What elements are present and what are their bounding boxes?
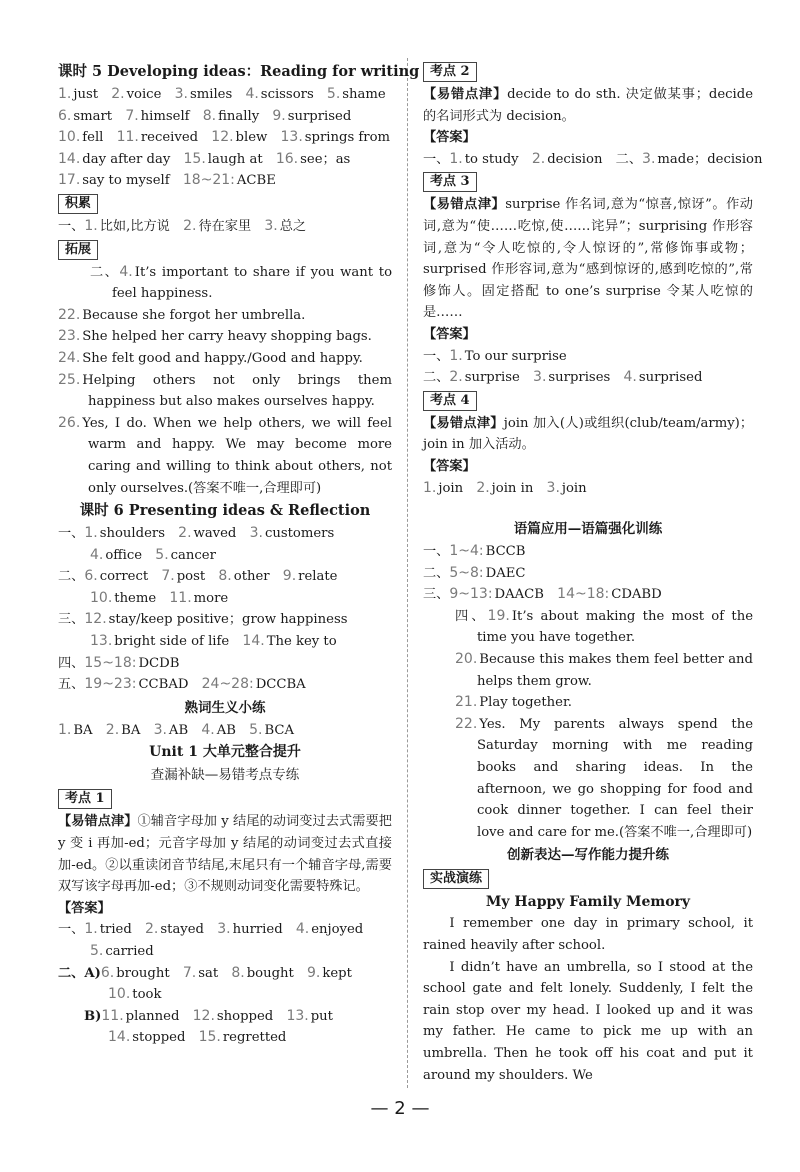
shizhan-label: 实战演练 xyxy=(423,869,489,889)
l6-row-7: 四、15~18: DCDB xyxy=(58,654,180,671)
answer-4-label: 【答案】 xyxy=(423,458,476,474)
tuozhan-item-24: 24. She felt good and happy./Good and happy. xyxy=(58,349,363,366)
l5-row-4: 14. day after day 15. laugh at 16. see；as xyxy=(58,150,351,167)
l6-row-2: 4. office 5. cancer xyxy=(90,546,216,563)
l6-row-1: 一、1. shoulders 2. waved 3. customers xyxy=(58,525,335,542)
tuozhan-item-23: 23. She helped her carry heavy shopping bags. xyxy=(58,328,372,345)
jilei-line: 一、1. 比如,比方说 2. 待在家里 3. 总之 xyxy=(58,217,307,234)
l6-row-6: 13. bright side of life 14. The key to xyxy=(90,633,337,650)
yp-row-1: 一、1~4: BCCB xyxy=(423,543,526,560)
shuci-title: 熟词生义小练 xyxy=(184,699,266,716)
kaodian-1-label: 考点 1 xyxy=(58,789,112,809)
chalou-title: 查漏补缺—易错考点专练 xyxy=(150,767,300,784)
l6-row-3: 二、6. correct 7. post 8. other 9. relate xyxy=(58,568,338,585)
answer-1-label: 【答案】 xyxy=(58,900,111,916)
yicuo-2-text: 【易错点津】decide to do sth. 决定做某事；decide 的名词形式为 decision。 xyxy=(423,87,753,124)
yupian-title: 语篇应用—语篇强化训练 xyxy=(513,521,663,538)
l6-row-5: 三、12. stay/keep positive；grow happiness xyxy=(58,611,348,628)
k1-row-6: 14. stopped 15. regretted xyxy=(108,1029,287,1046)
tuozhan-item-22: 22. Because she forgot her umbrella. xyxy=(58,306,306,323)
k4-row-1: 1. join 2. join in 3. join xyxy=(423,479,587,496)
k1-row-1: 一、1. tried 2. stayed 3. hurried 4. enjoyed xyxy=(58,921,364,938)
yp-row-3: 三、9~13: DAACB 14~18: CDABD xyxy=(423,586,662,603)
shuci-line: 1. BA 2. BA 3. AB 4. AB 5. BCA xyxy=(58,721,295,738)
yp-row-2: 二、5~8: DAEC xyxy=(423,564,526,581)
tuozhan-label: 拓展 xyxy=(58,240,98,260)
tuozhan-item-25: 25. Helping others not only brings them happiness but also makes ourselves happy. xyxy=(58,371,392,410)
unit-title: Unit 1 大单元整合提升 xyxy=(149,744,301,761)
k1-row-2: 5. carried xyxy=(90,943,154,959)
k3-row-2: 二、2. surprise 3. surprises 4. surprised xyxy=(423,369,703,386)
column-divider xyxy=(407,58,408,1088)
kaodian-2-label: 考点 2 xyxy=(423,62,477,82)
yp-item-21: 21. Play together. xyxy=(455,694,572,711)
k1-row-5: B)11. planned 12. shopped 13. put xyxy=(84,1007,333,1024)
l5-row-5: 17. say to myself 18~21: ACBE xyxy=(58,172,276,189)
kaodian-4-label: 考点 4 xyxy=(423,391,477,411)
answer-3-label: 【答案】 xyxy=(423,326,476,342)
jilei-label: 积累 xyxy=(58,194,98,214)
essay-paragraph-1: I remember one day in primary school, it rained heavily after school. xyxy=(423,916,753,953)
left-column xyxy=(58,60,420,1049)
l5-row-2: 6. smart 7. himself 8. finally 9. surprised xyxy=(58,107,352,124)
k3-row-1: 一、1. To our surprise xyxy=(423,347,567,364)
yp-item-22: 22. Yes. My parents always spend the Saturday morning with me reading books and sharing ideas. In the afternoon, we go shopping for food and cook dinner together. I can feel their love and care for me.(答案不唯一,合理即可) xyxy=(455,715,753,840)
tuozhan-item-26: 26. Yes, I do. When we help others, we will feel warm and happy. We may become more caring and willing to think about others, not only ourselves.(答案不唯一,合理即可) xyxy=(58,414,392,496)
yp-item-19: 四、19. It’s about making the most of the time you have together. xyxy=(455,607,753,646)
lesson6-title: 课时 6 Presenting ideas & Reflection xyxy=(79,502,371,520)
chuangxin-title: 创新表达—写作能力提升练 xyxy=(507,847,669,864)
right-column xyxy=(423,60,763,1086)
l6-row-4: 10. theme 11. more xyxy=(90,589,229,606)
answer-2-label: 【答案】 xyxy=(423,130,476,146)
l5-row-3: 10. fell 11. received 12. blew 13. springs from xyxy=(58,129,391,146)
kaodian-3-label: 考点 3 xyxy=(423,172,477,192)
page-number: — 2 — xyxy=(370,1098,430,1119)
lesson5-title: 课时 5 Developing ideas：Reading for writing xyxy=(58,63,420,80)
essay-paragraph-2: I didn’t have an umbrella, so I stood at the school gate and felt lonely. Suddenly, I felt the rain stop over my head. I looked up and it was my father. He came to pick me up with an umbrella. Then he took off his coat and put it around my shoulders. We xyxy=(423,959,753,1083)
tuozhan-item-4: 二、4. It’s important to share if you want to feel happiness. xyxy=(90,263,393,302)
yicuo-4-text: 【易错点津】join 加入(人)或组织(club/team/army)；join in 加入活动。 xyxy=(423,415,754,453)
l6-row-8: 五、19~23: CCBAD 24~28: DCCBA xyxy=(58,676,306,693)
k1-row-4: 10. took xyxy=(108,986,162,1003)
k1-row-3: 二、A)6. brought 7. sat 8. bought 9. kept xyxy=(58,964,352,981)
essay-title: My Happy Family Memory xyxy=(485,894,691,911)
yp-item-20: 20. Because this makes them feel better and helps them grow. xyxy=(455,651,753,689)
k2-row-1: 一、1. to study 2. decision 二、3. made；decision xyxy=(423,150,763,167)
yicuo-1-text: 【易错点津】①辅音字母加 y 结尾的动词变过去式需要把 y 变 i 再加-ed；元音字母加 y 结尾的动词变过去式直接加-ed。②以重读闭音节结尾,末尾只有一个辅音字母,需要双写该字母再加-ed；③不规则动词变化需要特殊记。 xyxy=(58,814,392,895)
yicuo-3-text: 【易错点津】surprise 作名词,意为“惊喜,惊讶”。作动词,意为“使……吃惊,使……诧异”；surprising 作形容词,意为“令人吃惊的,令人惊讶的”,常修饰事或物；surprised 作形容词,意为“感到惊讶的,感到吃惊的”,常修饰人。固定搭配 to one’s surprise 令某人吃惊的是…… xyxy=(423,197,753,321)
l5-row-1: 1. just 2. voice 3. smiles 4. scissors 5. shame xyxy=(58,86,386,102)
